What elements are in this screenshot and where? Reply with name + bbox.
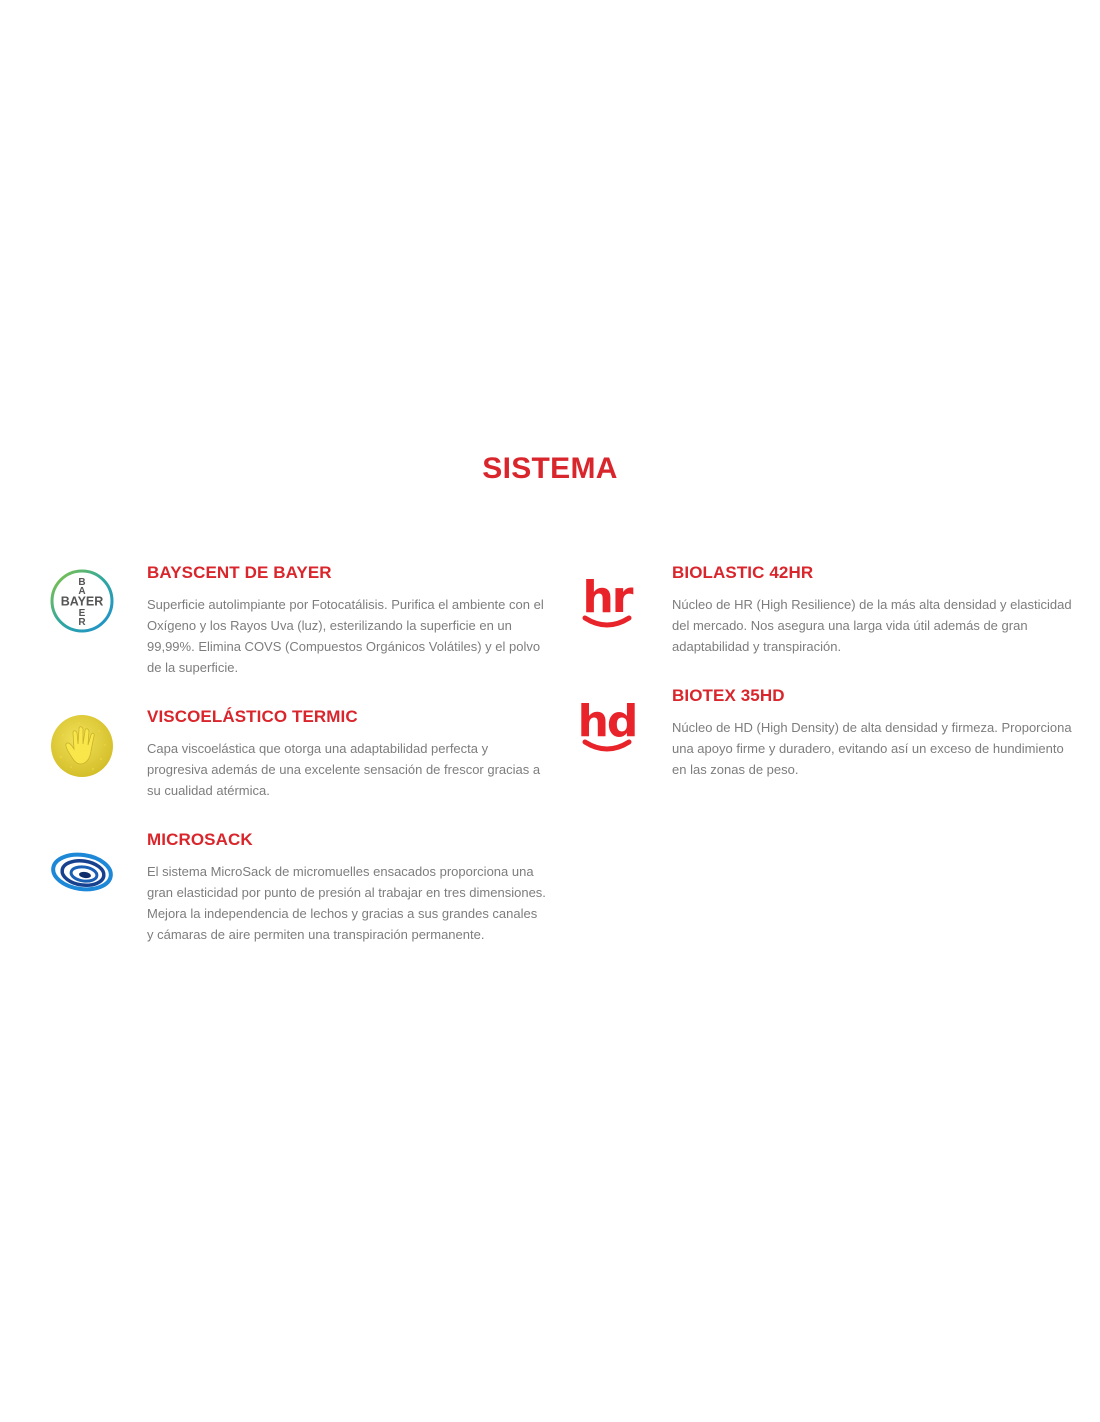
feature-description: Capa viscoelástica que otorga una adaptabilidad perfecta y progresiva además de una excelente sensación de frescor gracias a su cualidad atérmica. <box>147 741 541 798</box>
hr-logo-icon <box>573 566 641 634</box>
svg-text:A: A <box>78 586 86 597</box>
hr-logo-text: hr <box>582 572 632 623</box>
feature-title: BAYSCENT DE BAYER <box>147 563 332 582</box>
hd-logo-icon <box>573 690 641 758</box>
section-title: SISTEMA <box>482 452 618 485</box>
bayer-logo-horizontal-text: BAYER <box>60 594 104 609</box>
feature-title: BIOLASTIC 42HR <box>672 563 814 582</box>
svg-text:E: E <box>78 608 86 619</box>
feature-description: Núcleo de HD (High Density) de alta densidad y firmeza. Proporciona una apoyo firme y duradero, evitando así un exceso de hundimiento en las zonas de peso. <box>672 720 1072 777</box>
hd-logo-text: hd <box>577 696 637 747</box>
feature-description: Superficie autolimpiante por Fotocatálisis. Purifica el ambiente con el Oxígeno y los Rayos Uva (luz), esterilizando la superficie en un 99,99%. Elimina COVS (Compuestos Orgánicos Volátiles) y el polvo de la superficie. <box>147 597 544 675</box>
blue-rings-icon <box>48 838 116 906</box>
yellow-hand-icon <box>48 712 116 780</box>
feature-description: El sistema MicroSack de micromuelles ensacados proporciona una gran elasticidad por punto de presión al trabajar en tres dimensiones. Mejora la independencia de lechos y gracias a sus grandes canales y cámaras de aire permiten una transpiración permanente. <box>147 864 546 942</box>
feature-description: Núcleo de HR (High Resilience) de la más alta densidad y elasticidad del mercado. Nos asegura una larga vida útil además de gran adaptabilidad y transpiración. <box>672 597 1072 654</box>
bayer-logo-icon <box>48 567 116 635</box>
svg-text:B: B <box>78 577 86 588</box>
feature-title: BIOTEX 35HD <box>672 686 785 705</box>
feature-title: VISCOELÁSTICO TERMIC <box>147 707 358 726</box>
feature-title: MICROSACK <box>147 830 253 849</box>
svg-text:R: R <box>78 617 86 628</box>
